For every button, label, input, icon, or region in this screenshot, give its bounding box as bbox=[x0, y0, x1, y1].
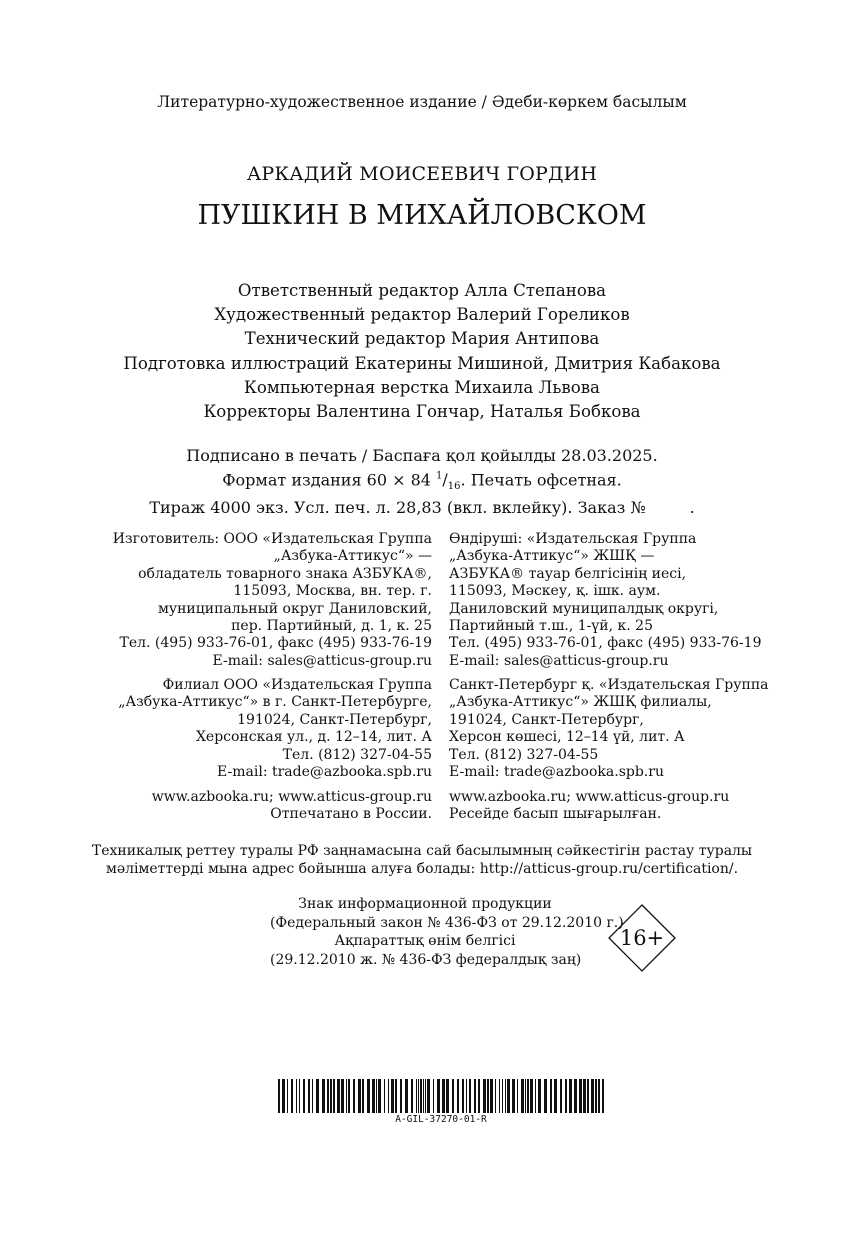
barcode-bar bbox=[353, 1079, 355, 1113]
branch-ru-line: Херсонская ул., д. 12–14, лит. А bbox=[195, 729, 432, 746]
manufacturer-kz bbox=[449, 531, 761, 670]
manufacturer-ru-line: Тел. (495) 933-76-01, факс (495) 933-76-19 bbox=[119, 635, 432, 652]
manufacturer-kz-email: E-mail: sales@atticus-group.ru bbox=[449, 652, 669, 669]
barcode-bar bbox=[384, 1079, 385, 1113]
info-product-sign bbox=[270, 895, 624, 969]
format-suffix: . Печать офсетная. bbox=[460, 469, 622, 489]
barcode-bar bbox=[341, 1079, 344, 1113]
barcode-bar bbox=[565, 1079, 567, 1113]
barcode-bar bbox=[490, 1079, 493, 1113]
branch-ru-email: E-mail: trade@azbooka.spb.ru bbox=[217, 764, 432, 781]
barcode-code: A-GIL-37270-01-R bbox=[395, 1114, 487, 1125]
manufacturer-ru-line: обладатель товарного знака АЗБУКА®, bbox=[138, 565, 432, 582]
barcode-bar bbox=[362, 1079, 364, 1113]
barcode-bar bbox=[538, 1079, 541, 1113]
manufacturer-ru-line: пер. Партийный, д. 1, к. 25 bbox=[231, 618, 432, 635]
barcode-bar bbox=[535, 1079, 536, 1113]
barcode-bar bbox=[602, 1079, 604, 1113]
web-ru-printed: Отпечатано в России. bbox=[270, 806, 432, 823]
barcode-bar bbox=[348, 1079, 350, 1113]
branch-kz-email: E-mail: trade@azbooka.spb.ru bbox=[449, 764, 664, 781]
barcode-bar bbox=[507, 1079, 510, 1113]
manufacturer-ru bbox=[113, 531, 432, 670]
barcode-bar bbox=[517, 1079, 518, 1113]
barcode-bar bbox=[474, 1079, 476, 1113]
print-imprint bbox=[0, 446, 844, 518]
barcode-bar bbox=[560, 1079, 562, 1113]
web-ru bbox=[152, 789, 432, 824]
barcode-bar bbox=[579, 1079, 582, 1113]
barcode-bar bbox=[391, 1079, 394, 1113]
print-run-text: Тираж 4000 экз. Усл. печ. л. 28,83 (вкл. вклейку). Заказ № bbox=[149, 497, 646, 517]
branch-kz-line: „Азбука-Аттикус“» ЖШҚ филиалы, bbox=[449, 694, 712, 711]
branch-ru-line: Филиал ООО «Издательская Группа bbox=[162, 677, 432, 693]
credit-line: Подготовка иллюстраций Екатерины Мишиной, Дмитрия Кабакова bbox=[123, 353, 721, 373]
info-sign-line: Ақпараттық өнім белгісі bbox=[334, 933, 516, 949]
barcode-bar bbox=[346, 1079, 347, 1113]
barcode-bar bbox=[512, 1079, 515, 1113]
barcode-bar bbox=[423, 1079, 424, 1113]
barcode-bar bbox=[598, 1079, 600, 1113]
credit-line: Технический редактор Мария Антипова bbox=[244, 329, 600, 349]
barcode-bar bbox=[462, 1079, 464, 1113]
branch-ru bbox=[118, 677, 432, 781]
barcode-bar bbox=[333, 1079, 335, 1113]
info-sign-line: (Федеральный закон № 436-ФЗ от 29.12.2010 г.) bbox=[270, 914, 624, 931]
manufacturer-ru-line: 115093, Москва, вн. тер. г. bbox=[233, 583, 432, 600]
barcode-bar bbox=[521, 1079, 524, 1113]
barcode-bar bbox=[487, 1079, 489, 1113]
barcode-bar bbox=[395, 1079, 397, 1113]
format-line bbox=[0, 467, 844, 498]
barcode-bar bbox=[478, 1079, 480, 1113]
credit-line: Компьютерная верстка Михаила Львова bbox=[244, 377, 600, 397]
barcode-bar bbox=[433, 1079, 434, 1113]
barcode-bar bbox=[367, 1079, 370, 1113]
format-denominator: 16 bbox=[447, 481, 461, 493]
barcode-bar bbox=[420, 1079, 422, 1113]
barcode-bar bbox=[372, 1079, 375, 1113]
barcode-bar bbox=[278, 1079, 280, 1113]
manufacturer-kz-line: Тел. (495) 933-76-01, факс (495) 933-76-19 bbox=[449, 635, 762, 652]
barcode-bar bbox=[544, 1079, 547, 1113]
age-rating-label: 16+ bbox=[619, 926, 665, 950]
barcode-bar bbox=[308, 1079, 310, 1113]
branch-ru-line: Тел. (812) 327-04-55 bbox=[282, 746, 432, 763]
barcode-bar bbox=[554, 1079, 557, 1113]
credit-line: Ответственный редактор Алла Степанова bbox=[237, 281, 607, 300]
manufacturer-kz-line: „Азбука-Аттикус“» ЖШҚ — bbox=[449, 548, 655, 565]
branch-kz-line: 191024, Санкт-Петербург, bbox=[449, 711, 644, 728]
manufacturer-ru-line: Изготовитель: ООО «Издательская Группа bbox=[112, 531, 432, 547]
barcode-bar bbox=[282, 1079, 285, 1113]
branch-kz-line: Тел. (812) 327-04-55 bbox=[449, 746, 599, 763]
barcode-bar bbox=[595, 1079, 597, 1113]
editorial-credits bbox=[0, 279, 844, 424]
format-prefix: Формат издания 60 × 84 bbox=[222, 469, 431, 489]
author-name: АРКАДИЙ МОИСЕЕВИЧ ГОРДИН bbox=[246, 163, 598, 185]
format-fraction: $^1/_{16}$ bbox=[436, 469, 461, 493]
barcode-bar bbox=[583, 1079, 586, 1113]
web-kz-printed: Ресейде басып шығарылған. bbox=[449, 806, 662, 823]
barcode-bar bbox=[495, 1079, 496, 1113]
technical-regulation-line: Техникалық реттеу туралы РФ заңнамасына сай басылымның сәйкестігін растау туралы bbox=[91, 843, 753, 859]
barcode-bar bbox=[416, 1079, 417, 1113]
barcode-bar bbox=[442, 1079, 445, 1113]
credit-line: Художественный редактор Валерий Гореликов bbox=[214, 305, 630, 325]
barcode-bar bbox=[574, 1079, 577, 1113]
signed-line: Подписано в печать / Баспаға қол қойылды 28.03.2025. bbox=[186, 446, 658, 465]
print-run-end: . bbox=[689, 497, 695, 517]
branch-ru-line: 191024, Санкт-Петербург, bbox=[237, 711, 432, 728]
manufacturer-kz-line: Өндіруші: «Издательская Группа bbox=[449, 531, 697, 547]
barcode-bar bbox=[411, 1079, 413, 1113]
branch-kz bbox=[449, 677, 769, 781]
barcode-bar bbox=[569, 1079, 572, 1113]
info-sign-line: (29.12.2010 ж. № 436-ФЗ федералдық заң) bbox=[270, 951, 582, 968]
barcode-bar bbox=[316, 1079, 319, 1113]
technical-regulation-note bbox=[0, 842, 844, 878]
credit-line: Корректоры Валентина Гончар, Наталья Бобкова bbox=[203, 402, 641, 422]
print-run-line bbox=[0, 498, 844, 519]
manufacturer-ru-email: E-mail: sales@atticus-group.ru bbox=[212, 652, 432, 669]
barcode-bar bbox=[452, 1079, 454, 1113]
barcode-bar bbox=[457, 1079, 459, 1113]
barcode-bar bbox=[591, 1079, 594, 1113]
barcode-bar bbox=[400, 1079, 402, 1113]
info-sign-line: Знак информационной продукции bbox=[298, 896, 552, 912]
barcode-bar bbox=[337, 1079, 340, 1113]
branch-kz-line: Херсон көшесі, 12–14 үй, лит. А bbox=[449, 729, 685, 746]
web-kz bbox=[449, 789, 729, 824]
manufacturer-kz-line: Партийный т.ш., 1-үй, к. 25 bbox=[449, 618, 653, 635]
series-line: Литературно-художественное издание / Әдеби-көркем басылым bbox=[157, 93, 687, 111]
barcode-bar bbox=[312, 1079, 313, 1113]
barcode-bar bbox=[418, 1079, 419, 1113]
technical-regulation-line: мәліметтерді мына адрес бойынша алуға болады: http://atticus-group.ru/certification/. bbox=[105, 861, 739, 877]
barcode-bar bbox=[296, 1079, 297, 1113]
barcode-bar bbox=[527, 1079, 529, 1113]
barcode-bar bbox=[299, 1079, 300, 1113]
barcode-bar bbox=[483, 1079, 486, 1113]
manufacturer-kz-line: АЗБУКА® тауар белгісінің иесі, bbox=[449, 565, 687, 582]
barcode bbox=[277, 1079, 605, 1113]
barcode-bar bbox=[291, 1079, 293, 1113]
barcode-bar bbox=[388, 1079, 389, 1113]
barcode-bar bbox=[303, 1079, 305, 1113]
web-ru-sites: www.azbooka.ru; www.atticus-group.ru bbox=[151, 789, 432, 805]
branch-ru-line: „Азбука-Аттикус“» в г. Санкт-Петербурге, bbox=[118, 694, 432, 711]
barcode-bar bbox=[525, 1079, 526, 1113]
barcode-bar bbox=[330, 1079, 332, 1113]
web-kz-sites: www.azbooka.ru; www.atticus-group.ru bbox=[449, 789, 730, 805]
format-numerator: 1 bbox=[436, 470, 443, 482]
manufacturer-ru-line: „Азбука-Аттикус“» — bbox=[273, 548, 432, 565]
barcode-bar bbox=[550, 1079, 552, 1113]
manufacturer-kz-line: 115093, Мәскеу, қ. ішк. аум. bbox=[449, 583, 661, 600]
barcode-bar bbox=[376, 1079, 377, 1113]
barcode-bar bbox=[530, 1079, 533, 1113]
barcode-bar bbox=[466, 1079, 467, 1113]
barcode-bar bbox=[378, 1079, 381, 1113]
manufacturer-kz-line: Даниловский муниципалдық округі, bbox=[449, 600, 719, 617]
barcode-bar bbox=[327, 1079, 329, 1113]
barcode-bar bbox=[358, 1079, 361, 1113]
book-title: ПУШКИН В МИХАЙЛОВСКОМ bbox=[197, 200, 647, 231]
branch-kz-line: Санкт-Петербург қ. «Издательская Группа bbox=[449, 677, 769, 693]
barcode-bar bbox=[587, 1079, 589, 1113]
barcode-bar bbox=[469, 1079, 471, 1113]
manufacturer-ru-line: муниципальный округ Даниловский, bbox=[157, 600, 432, 617]
barcode-bar bbox=[425, 1079, 426, 1113]
barcode-bar bbox=[322, 1079, 325, 1113]
barcode-bar bbox=[405, 1079, 408, 1113]
barcode-bar bbox=[499, 1079, 500, 1113]
barcode-bar bbox=[287, 1079, 288, 1113]
barcode-bar bbox=[446, 1079, 449, 1113]
barcode-bar bbox=[437, 1079, 440, 1113]
barcode-bar bbox=[502, 1079, 503, 1113]
barcode-bar bbox=[505, 1079, 506, 1113]
barcode-bar bbox=[427, 1079, 430, 1113]
